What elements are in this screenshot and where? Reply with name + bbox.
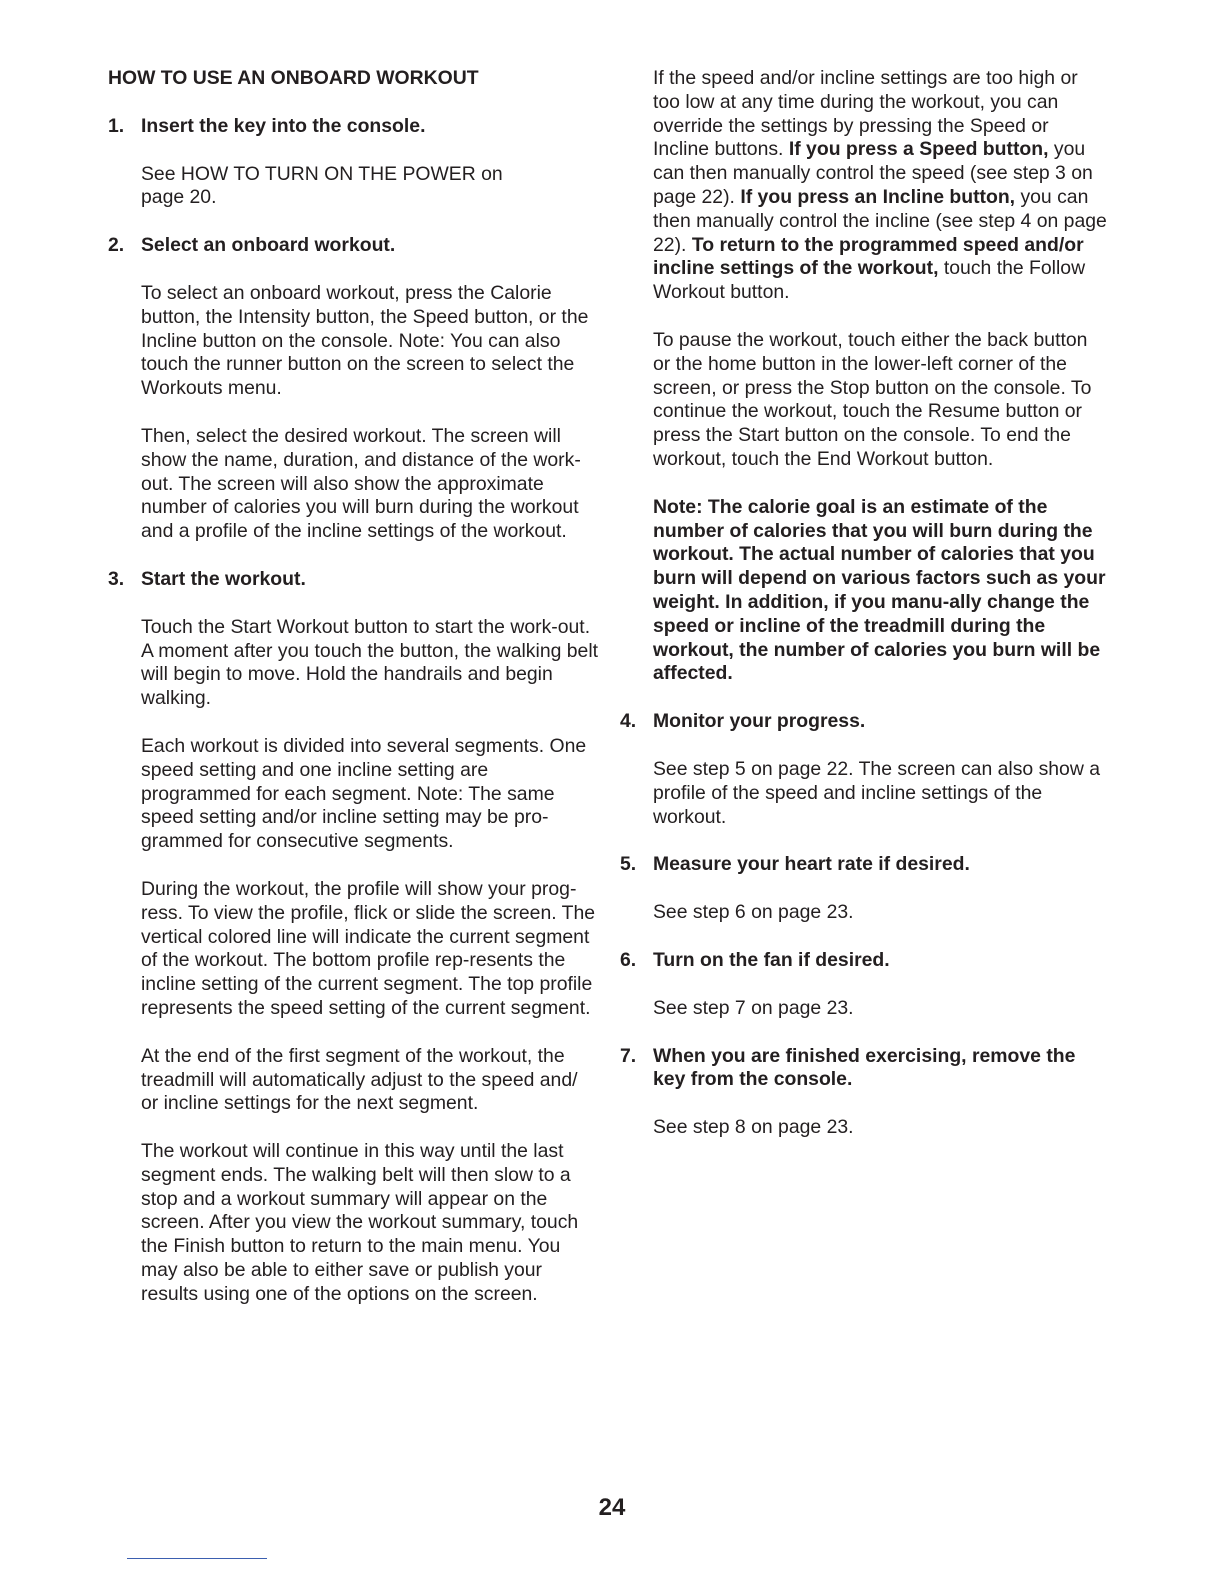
step-number: 6. <box>620 948 637 971</box>
step-6-heading <box>620 949 1110 973</box>
step-title: Start the workout. <box>141 567 306 590</box>
incline-text: you can then manually control the incline (see step 4 on page 22). <box>653 185 1107 256</box>
step-number: 3. <box>108 567 125 590</box>
step-title: Turn on the fan if desired. <box>653 948 890 971</box>
step-3-paragraph-3: During the workout, the profile will show your prog-ress. To view the profile, flick or slide the screen. The vertical colored line will indicate the current segment of the workout. The bottom profile rep-resents the incline setting of the current segment. The top profile represents the speed setting of the current segment. <box>141 877 596 1019</box>
step-2-paragraph-2: Then, select the desired workout. The screen will show the name, duration, and distance of the work-out. The screen will also show the approximate number of calories you will burn during the workout and a profile of the incline settings of the workout. <box>141 424 581 543</box>
step-1-paragraph: See HOW TO TURN ON THE POWER on page 20. <box>141 162 503 209</box>
step-3-paragraph-1: Touch the Start Workout button to start the work-out. A moment after you touch the button, the walking belt will begin to move. Hold the handrails and begin walking. <box>141 615 599 710</box>
step-title: When you are finished exercising, remove the key from the console. <box>653 1044 1076 1091</box>
step-7-paragraph: See step 8 on page 23. <box>653 1116 854 1139</box>
page-number: 24 <box>598 1494 626 1521</box>
speed-text: you can then manually control the speed (see step 3 on page 22). <box>653 138 1093 208</box>
speed-button-emphasis: If you press a Speed button, <box>788 138 1049 161</box>
left-column <box>108 67 600 1331</box>
step-3-paragraph-2: Each workout is divided into several segments. One speed setting and one incline setting are programmed for each segment. Note: The same speed setting and/or incline setting may be pro-grammed for consecutive segments. <box>141 734 587 853</box>
step-number: 4. <box>620 710 637 733</box>
step-4-paragraph: See step 5 on page 22. The screen can also show a profile of the speed and incline settings of the workout. <box>653 757 1101 828</box>
step-number: 7. <box>620 1044 637 1067</box>
step-title: Monitor your progress. <box>653 710 866 733</box>
follow-workout-text: touch the Follow Workout button. <box>653 257 1086 304</box>
step-3-paragraph-6 <box>653 67 1110 305</box>
step-3-paragraph-4: At the end of the first segment of the workout, the treadmill will automatically adjust to the speed and/ or incline settings for the next segment. <box>141 1044 578 1115</box>
step-title: Select an onboard workout. <box>141 234 396 257</box>
override-text: If the speed and/or incline settings are too high or too low at any time during the workout, you can override the settings by pressing the Speed or Incline buttons. <box>653 67 1078 161</box>
section-title: HOW TO USE AN ONBOARD WORKOUT <box>108 67 479 89</box>
footer-rule <box>127 1558 267 1559</box>
step-3-heading <box>108 568 600 592</box>
step-number: 5. <box>620 853 637 876</box>
calorie-note: Note: The calorie goal is an estimate of the number of calories that you will burn during the workout. The actual number of calories that you burn will depend on various factors such as your weight. In addition, if you manu-ally change the speed or incline of the treadmill during the workout, the number of calories you burn will be affected. <box>653 495 1106 685</box>
step-6-paragraph: See step 7 on page 23. <box>653 996 854 1019</box>
step-title: Insert the key into the console. <box>141 114 426 137</box>
step-2-heading <box>108 234 600 258</box>
step-number: 2. <box>108 234 125 257</box>
step-title: Measure your heart rate if desired. <box>653 853 970 876</box>
step-1-heading <box>108 115 600 139</box>
return-emphasis: To return to the programmed speed and/or incline settings of the workout, <box>653 233 1084 280</box>
step-5-paragraph: See step 6 on page 23. <box>653 901 854 924</box>
step-2-paragraph-1: To select an onboard workout, press the Calorie button, the Intensity button, the Speed button, or the Incline button on the console. Note: You can also touch the runner button on the screen to select the Workouts menu. <box>141 281 589 400</box>
incline-button-emphasis: If you press an Incline button, <box>740 185 1016 208</box>
step-number: 1. <box>108 114 125 137</box>
step-7-heading <box>620 1045 1110 1093</box>
step-3-paragraph-7: To pause the workout, touch either the back button or the home button in the lower-left corner of the screen, or press the Stop button on the console. To continue the workout, touch the Resume button or press the Start button on the console. To end the workout, touch the End Workout button. <box>653 328 1092 470</box>
step-3-paragraph-5: The workout will continue in this way until the last segment ends. The walking belt will then slow to a stop and a workout summary will appear on the screen. After you view the workout summary, touch the Finish button to return to the main menu. You may also be able to either save or publish your results using one of the options on the screen. <box>141 1140 579 1305</box>
step-5-heading <box>620 853 1110 877</box>
right-column <box>620 67 1110 1164</box>
step-4-heading <box>620 710 1110 734</box>
